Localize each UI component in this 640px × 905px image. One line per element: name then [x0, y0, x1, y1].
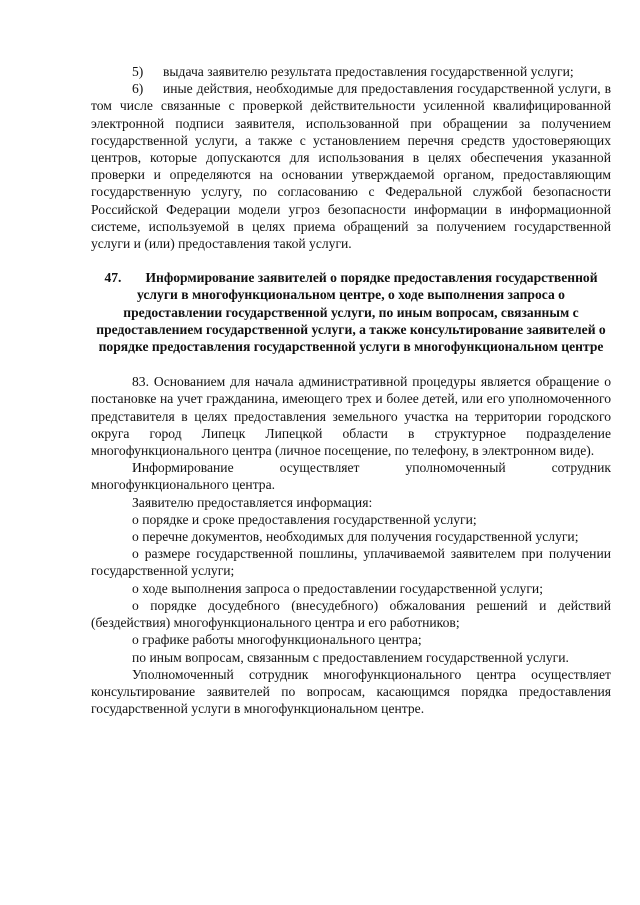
paragraph: о графике работы многофункционального центра; — [132, 632, 422, 648]
paragraph: Заявителю предоставляется информация: — [132, 494, 373, 510]
paragraph: о порядке досудебного (внесудебного) обжалования решений и действий (бездействия) многофункционального центра и его работников; — [91, 597, 611, 631]
paragraph: о перечне документов, необходимых для получения государственной услуги; — [132, 529, 579, 545]
section-title: Информирование заявителей о порядке предоставления государственной услуги в многофункциональном центре, о ходе выполнения запроса о предоставлении государственной услуги, по иным вопросам, связанным с предоставлением государственной услуги, а также консультирование заявителей о порядке предоставления государственной услуги в многофункциональном центре — [96, 270, 606, 355]
list-item-number: 6) — [132, 81, 144, 97]
section-number: 47. — [104, 270, 122, 286]
document-body — [91, 63, 611, 717]
paragraph: о порядке и сроке предоставления государственной услуги; — [132, 511, 477, 527]
paragraph: Информирование осуществляет уполномоченный сотрудник многофункционального центра. — [91, 460, 611, 493]
paragraph: по иным вопросам, связанным с предоставлением государственной услуги. — [132, 649, 569, 665]
list-item-number: 5) — [132, 64, 144, 79]
list-item-text: выдача заявителю результата предоставления государственной услуги; — [163, 64, 574, 79]
paragraph: Уполномоченный сотрудник многофункционального центра осуществляет консультирование заявителей по вопросам, касающимся порядка предоставления государственной услуги в многофункциональном центре. — [91, 666, 611, 717]
list-item-5 — [91, 63, 611, 80]
section-heading — [91, 269, 611, 355]
paragraph: 83. Основанием для начала административной процедуры является обращение о постановке на учет гражданина, имеющего трех и более детей, или его уполномоченного представителя в целях предоставления земельного участка на территории городского округа город Липецк Липецкой области в структурное подразделение многофункционального центра (личное посещение, по телефону, в электронном виде). — [91, 374, 611, 459]
paragraph: о размере государственной пошлины, уплачиваемой заявителем при получении государственной услуги; — [91, 546, 611, 579]
list-item-text: иные действия, необходимые для предоставления государственной услуги, в том числе связанные с проверкой действительности усиленной квалифицированной электронной подписи заявителя, использованной при обращении за получением государственной услуги, а также с установлением перечня средств удостоверяющих центров, которые допускаются для использования в целях обеспечения указанной проверки и определяются на основании утверждаемой органом, предоставляющим государственную услугу, по согласованию с Федеральной службой безопасности Российской Федерации модели угроз безопасности информации в информационной системе, используемой в целях приема обращений за получением государственной услуги и (или) предоставления такой услуги. — [91, 81, 611, 252]
list-item-6 — [91, 80, 611, 252]
paragraph: о ходе выполнения запроса о предоставлении государственной услуги; — [132, 580, 543, 596]
